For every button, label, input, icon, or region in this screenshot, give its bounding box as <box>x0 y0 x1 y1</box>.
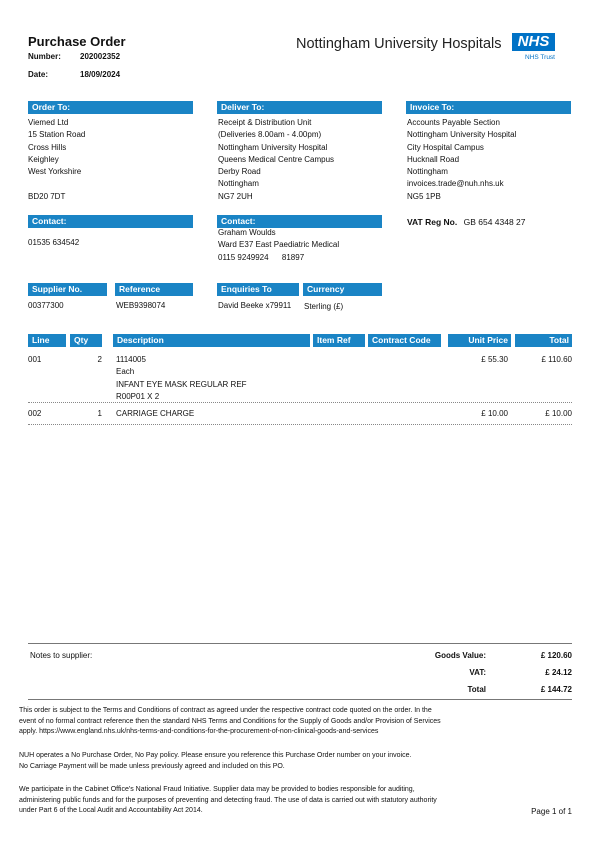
address-line: Nottingham University Hospital <box>407 130 517 140</box>
total-label: Total <box>467 685 486 694</box>
reference-header: Reference <box>115 283 193 296</box>
goods-value: £ 120.60 <box>540 651 572 660</box>
number-value: 202002352 <box>80 52 121 61</box>
row-2-total: £ 10.00 <box>545 409 572 418</box>
col-line-header: Line <box>28 334 66 347</box>
row-1-line: 001 <box>28 355 42 364</box>
address-line: NG7 2UH <box>218 191 253 201</box>
address-line: Queens Medical Centre Campus <box>218 154 335 164</box>
address-line: Nottingham University Hospital <box>218 142 328 152</box>
supplier-contact-phone: 01535 634542 <box>28 238 80 247</box>
vat-reg-label: VAT Reg No. <box>407 217 458 227</box>
delivery-contact-details <box>218 227 398 264</box>
row-1-total: £ 110.60 <box>541 355 572 364</box>
col-item-ref-header: Item Ref <box>313 334 365 347</box>
fraud-line: administering public funds and for the purposes of preventing and detecting fraud. The use of data is carried out with statutory authority <box>19 796 437 804</box>
org-name: Nottingham University Hospitals <box>296 36 502 52</box>
order-to-header: Order To: <box>28 101 193 114</box>
vat-reg <box>407 216 526 228</box>
description-line: INFANT EYE MASK REGULAR REF <box>116 379 247 389</box>
address-line: 15 Station Road <box>28 130 86 140</box>
address-line: Nottingham <box>218 179 259 189</box>
address-line: Derby Road <box>218 167 261 177</box>
no-po-no-pay-paragraph <box>19 751 411 772</box>
org-sub: NHS Trust <box>525 54 555 61</box>
row-divider <box>28 424 572 425</box>
vat-value: £ 24.12 <box>545 668 572 677</box>
enquiries-value: David Beeke x79911 <box>218 301 292 310</box>
goods-value-label: Goods Value: <box>434 651 486 660</box>
row-2-description <box>116 408 316 420</box>
page-title: Purchase Order <box>28 34 126 49</box>
policy-line: No Carriage Payment will be made unless previously agreed and included on this PO. <box>19 762 285 770</box>
col-unit-price-header: Unit Price <box>448 334 511 347</box>
reference-value: WEB9398074 <box>116 301 166 310</box>
invoice-to-address <box>407 117 577 203</box>
address-line: Cross Hills <box>28 142 67 152</box>
col-qty-header: Qty <box>70 334 102 347</box>
address-line: Nottingham <box>407 167 448 177</box>
address-line: Accounts Payable Section <box>407 118 500 127</box>
address-line: Hucknall Road <box>407 154 460 164</box>
col-total-header: Total <box>515 334 572 347</box>
fraud-initiative-paragraph <box>19 785 437 817</box>
currency-value: Sterling (£) <box>304 302 344 311</box>
date-label: Date: <box>28 70 49 79</box>
number-label: Number: <box>28 52 61 61</box>
currency-header: Currency <box>303 283 382 296</box>
row-1-qty: 2 <box>97 355 102 364</box>
deliver-to-address <box>218 117 398 203</box>
order-to-address <box>28 117 198 203</box>
row-2-qty: 1 <box>97 409 102 418</box>
address-line: (Deliveries 8.00am - 4.00pm) <box>218 130 322 140</box>
col-description-header: Description <box>113 334 310 347</box>
address-line: Viemed Ltd <box>28 118 69 127</box>
address-line <box>28 178 198 190</box>
vat-label: VAT: <box>469 668 486 677</box>
enquiries-header: Enquiries To <box>217 283 299 296</box>
contact-line: Graham Woulds <box>218 228 276 237</box>
row-divider <box>28 402 572 403</box>
nhs-logo <box>512 33 555 51</box>
address-line: Receipt & Distribution Unit <box>218 118 312 127</box>
description-line: CARRIAGE CHARGE <box>116 409 195 418</box>
notes-to-supplier-label: Notes to supplier: <box>30 651 93 660</box>
description-line: Each <box>116 367 135 377</box>
terms-paragraph <box>19 706 441 738</box>
delivery-contact-header: Contact: <box>217 215 382 228</box>
supplier-no-value: 00377300 <box>28 301 64 310</box>
description-line: 1114005 <box>116 355 146 364</box>
nhs-logo-text: NHS <box>517 33 550 50</box>
terms-line: apply. https://www.england.nhs.uk/nhs-terms-and-conditions-for-the-procurement-of-non-clinical-goods-and-services <box>19 728 379 736</box>
address-line: West Yorkshire <box>28 167 82 177</box>
terms-line: This order is subject to the Terms and Conditions of contract as agreed under the respective contract code quoted on the order. In the <box>19 707 432 714</box>
contact-line: Ward E37 East Paediatric Medical <box>218 240 340 250</box>
row-2-unit-price: £ 10.00 <box>481 409 508 418</box>
supplier-no-header: Supplier No. <box>28 283 107 296</box>
supplier-contact-header: Contact: <box>28 215 193 228</box>
invoice-to-header: Invoice To: <box>406 101 571 114</box>
row-2-line: 002 <box>28 409 42 418</box>
total-value: £ 144.72 <box>540 685 572 694</box>
fraud-line: under Part 6 of the Local Audit and Accountability Act 2014. <box>19 807 203 815</box>
address-line: City Hospital Campus <box>407 142 484 152</box>
row-1-description <box>116 354 316 403</box>
fraud-line: We participate in the Cabinet Office's National Fraud Initiative. Supplier data may be provided to bodies responsible for auditing, <box>19 786 415 793</box>
address-line: BD20 7DT <box>28 191 66 201</box>
date-value: 18/09/2024 <box>80 70 121 79</box>
address-line: Keighley <box>28 154 59 164</box>
policy-line: NUH operates a No Purchase Order, No Pay policy. Please ensure you reference this Purchase Order number on your invoice. <box>19 752 412 759</box>
terms-line: event of no formal contract reference then the standard NHS Terms and Conditions for the Supply of Goods and/or Provision of Services <box>19 717 441 725</box>
address-line: NG5 1PB <box>407 191 441 201</box>
contact-line: 0115 9249924 81897 <box>218 252 305 262</box>
totals-divider <box>28 643 572 644</box>
page-number: Page 1 of 1 <box>531 807 572 816</box>
col-contract-code-header: Contract Code <box>368 334 441 347</box>
vat-reg-value: GB 654 4348 27 <box>463 217 526 227</box>
description-line: R00P01 X 2 <box>116 391 160 401</box>
row-1-unit-price: £ 55.30 <box>481 355 508 364</box>
address-line: invoices.trade@nuh.nhs.uk <box>407 179 504 189</box>
deliver-to-header: Deliver To: <box>217 101 382 114</box>
totals-bottom-divider <box>28 699 572 700</box>
